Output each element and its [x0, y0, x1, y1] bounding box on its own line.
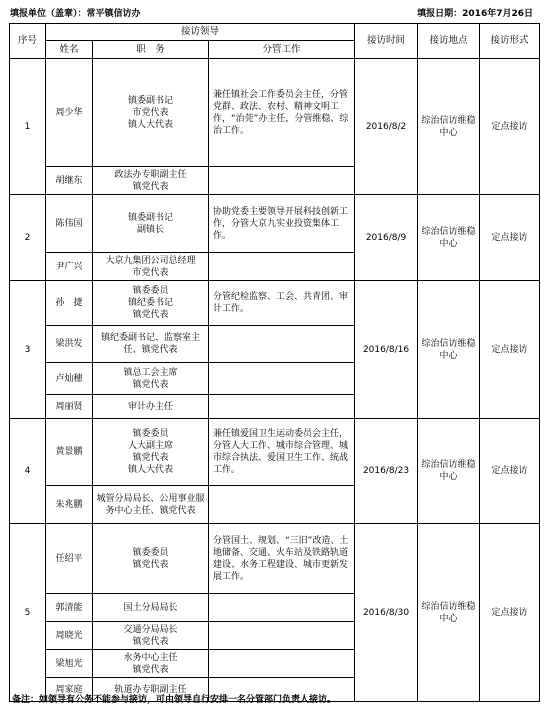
division-cell — [209, 395, 355, 419]
header-row — [10, 24, 540, 41]
table-row — [10, 281, 540, 326]
division-cell — [209, 253, 355, 281]
position-cell: 国土分局局长 — [93, 594, 209, 622]
time-cell: 2016/8/16 — [355, 281, 418, 419]
division-cell — [209, 363, 355, 395]
division-cell: 兼任镇社会工作委员会主任，分管党群、政法、农村、精神文明工作，“治莞”办主任，分管维稳、综治工作。 — [209, 59, 355, 167]
time-cell: 2016/8/30 — [355, 524, 418, 702]
place-cell: 综治信访维稳中心 — [418, 59, 480, 195]
reception-schedule-table — [9, 23, 540, 702]
col-position: 职 务 — [93, 41, 209, 59]
name-cell: 梁旭光 — [46, 650, 93, 678]
position-cell: 镇委委员 镇党代表 — [93, 524, 209, 594]
col-time: 接访时间 — [355, 24, 418, 59]
place-cell: 综治信访维稳中心 — [418, 281, 480, 419]
division-cell: 分管国土、规划、“三旧”改造、土地储备、交通、火车站及铁路轨道建设、水务工程建设、城市更新发展工作。 — [209, 524, 355, 594]
name-cell: 卢灿穗 — [46, 363, 93, 395]
division-cell — [209, 594, 355, 622]
form-cell: 定点接访 — [480, 195, 540, 281]
col-group: 接访领导 — [46, 24, 355, 41]
form-cell: 定点接访 — [480, 419, 540, 524]
table-row — [10, 59, 540, 167]
position-cell: 镇委副书记 市党代表 镇人大代表 — [93, 59, 209, 167]
division-cell — [209, 486, 355, 524]
place-cell: 综治信访维稳中心 — [418, 195, 480, 281]
footnote: 备注：如领导有公务不能参与接访，可由领导自行安排一名分管部门负责人接访。 — [12, 695, 337, 705]
division-cell — [209, 622, 355, 650]
name-cell: 周晓光 — [46, 622, 93, 650]
name-cell: 孙 捷 — [46, 281, 93, 326]
time-cell: 2016/8/2 — [355, 59, 418, 195]
name-cell: 周家庭 — [46, 678, 93, 702]
col-name: 姓名 — [46, 41, 93, 59]
name-cell: 周少华 — [46, 59, 93, 167]
name-cell: 朱兆鹏 — [46, 486, 93, 524]
position-cell: 镇委副书记 副镇长 — [93, 195, 209, 253]
division-cell — [209, 167, 355, 195]
position-cell: 镇总工会主席 镇党代表 — [93, 363, 209, 395]
form-cell: 定点接访 — [480, 524, 540, 702]
form-cell: 定点接访 — [480, 281, 540, 419]
col-division: 分管工作 — [209, 41, 355, 59]
position-cell: 水务中心主任 镇党代表 — [93, 650, 209, 678]
seq-cell: 5 — [10, 524, 46, 702]
position-cell: 交通分局局长 镇党代表 — [93, 622, 209, 650]
col-seq: 序号 — [10, 24, 46, 59]
division-cell: 兼任镇爱国卫生运动委员会主任，分管人大工作、城市综合管理、城市综合执法、爱国卫生工作、统战工作。 — [209, 419, 355, 486]
col-form: 接访形式 — [480, 24, 540, 59]
position-cell: 城管分局局长、公用事业服务中心主任、镇党代表 — [93, 486, 209, 524]
table-row — [10, 195, 540, 253]
filing-date: 填报日期：2016年7月26日 — [417, 9, 533, 19]
position-cell: 轨道办专职副主任 — [93, 678, 209, 702]
division-cell: 协助党委主要领导开展科技创新工作，分管大京九实业投资集体工作。 — [209, 195, 355, 253]
name-cell: 梁洪发 — [46, 326, 93, 363]
table-row — [10, 419, 540, 486]
division-cell — [209, 326, 355, 363]
name-cell: 周丽贤 — [46, 395, 93, 419]
place-cell: 综治信访维稳中心 — [418, 419, 480, 524]
seq-cell: 1 — [10, 59, 46, 195]
name-cell: 郭清能 — [46, 594, 93, 622]
place-cell: 综治信访维稳中心 — [418, 524, 480, 702]
time-cell: 2016/8/23 — [355, 419, 418, 524]
seq-cell: 3 — [10, 281, 46, 419]
position-cell: 镇纪委副书记、监察室主任、镇党代表 — [93, 326, 209, 363]
name-cell: 黄景鹏 — [46, 419, 93, 486]
name-cell: 胡继东 — [46, 167, 93, 195]
table-row — [10, 524, 540, 594]
position-cell: 审计办主任 — [93, 395, 209, 419]
time-cell: 2016/8/9 — [355, 195, 418, 281]
name-cell: 尹广兴 — [46, 253, 93, 281]
col-place: 接访地点 — [418, 24, 480, 59]
position-cell: 镇委委员 人大副主席 镇党代表 镇人大代表 — [93, 419, 209, 486]
seq-cell: 2 — [10, 195, 46, 281]
position-cell: 镇委委员 镇纪委书记 镇党代表 — [93, 281, 209, 326]
name-cell: 陈伟国 — [46, 195, 93, 253]
position-cell: 政法办专职副主任 镇党代表 — [93, 167, 209, 195]
division-cell — [209, 650, 355, 678]
name-cell: 任绍平 — [46, 524, 93, 594]
form-cell: 定点接访 — [480, 59, 540, 195]
position-cell: 大京九集团公司总经理 市党代表 — [93, 253, 209, 281]
seq-cell: 4 — [10, 419, 46, 524]
filing-unit: 填报单位（盖章）：常平镇信访办 — [10, 9, 141, 19]
division-cell: 分管纪检监察、工会、共青团、审计工作。 — [209, 281, 355, 326]
